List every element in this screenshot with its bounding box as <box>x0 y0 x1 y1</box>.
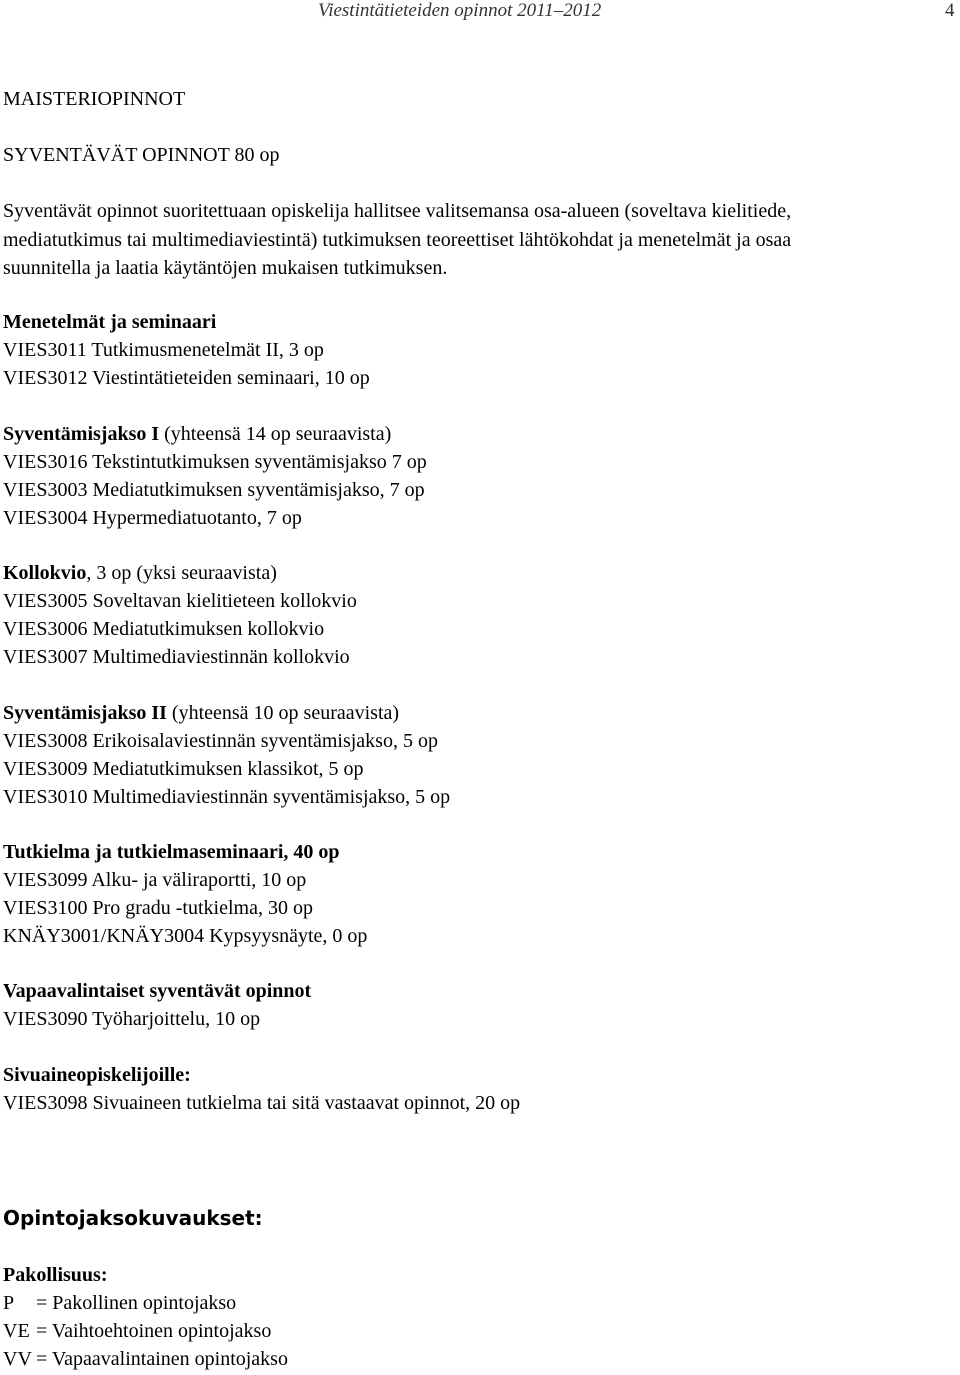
section-colloquium <box>3 559 958 671</box>
running-header <box>0 0 960 24</box>
course-item: VIES3090 Työharjoittelu, 10 op <box>3 1008 261 1030</box>
course-item: KNÄY3001/KNÄY3004 Kypsyysnäyte, 0 op <box>3 925 368 947</box>
requirement-legend <box>3 1261 958 1373</box>
legend-text: = Vaihtoehtoinen opintojakso <box>36 1320 272 1342</box>
intro-line: suunnitella ja laatia käytäntöjen mukaisen tutkimuksen. <box>3 257 448 279</box>
section-title: Syventämisjakso II <box>3 702 167 724</box>
section-thesis <box>3 838 958 950</box>
section-title: Kollokvio <box>3 562 87 584</box>
section-title: Tutkielma ja tutkielmaseminaari, 40 op <box>3 841 340 863</box>
section-title: Sivuaineopiskelijoille: <box>3 1064 191 1086</box>
legend-row <box>3 1345 958 1373</box>
section-optional <box>3 977 958 1033</box>
course-item: VIES3007 Multimediaviestinnän kollokvio <box>3 646 350 668</box>
section-title: Syventämisjakso I <box>3 423 160 445</box>
section-note: (yhteensä 14 op seuraavista) <box>159 423 392 445</box>
section-specialization-1 <box>3 420 958 532</box>
course-item: VIES3004 Hypermediatuotanto, 7 op <box>3 507 302 529</box>
legend-title: Pakollisuus: <box>3 1264 108 1286</box>
course-item: VIES3099 Alku- ja väliraportti, 10 op <box>3 869 307 891</box>
course-item: VIES3003 Mediatutkimuksen syventämisjakso, 7 op <box>3 479 425 501</box>
page-number: 4 <box>945 0 955 21</box>
course-item: VIES3100 Pro gradu -tutkielma, 30 op <box>3 897 313 919</box>
legend-text: = Vapaavalintainen opintojakso <box>36 1348 288 1370</box>
course-item: VIES3011 Tutkimusmenetelmät II, 3 op <box>3 339 324 361</box>
section-minor-students <box>3 1061 958 1117</box>
course-item: VIES3010 Multimediaviestinnän syventämisjakso, 5 op <box>3 786 451 808</box>
intro-line: mediatutkimus tai multimediaviestintä) tutkimuksen teoreettiset lähtökohdat ja menetelmät ja osaa <box>3 228 792 251</box>
legend-code: VV <box>3 1348 32 1370</box>
section-title: Menetelmät ja seminaari <box>3 311 217 333</box>
section-methods-seminar <box>3 308 958 392</box>
course-item: VIES3009 Mediatutkimuksen klassikot, 5 op <box>3 758 364 780</box>
legend-code: VE <box>3 1320 30 1342</box>
section-specialization-2 <box>3 699 958 811</box>
course-item: VIES3006 Mediatutkimuksen kollokvio <box>3 618 325 640</box>
legend-code: P <box>3 1292 15 1314</box>
legend-row <box>3 1317 958 1345</box>
course-item: VIES3016 Tekstintutkimuksen syventämisjakso 7 op <box>3 451 427 473</box>
intro-line: Syventävät opinnot suoritettuaan opiskelija hallitsee valitsemansa osa-alueen (soveltava kielitiede, <box>3 200 792 222</box>
heading-masters: MAISTERIOPINNOT <box>3 88 186 110</box>
intro-paragraph <box>3 197 958 283</box>
heading-advanced-studies: SYVENTÄVÄT OPINNOT 80 op <box>3 144 280 166</box>
section-title: Vapaavalintaiset syventävät opinnot <box>3 980 312 1002</box>
legend-text: = Pakollinen opintojakso <box>36 1292 237 1314</box>
course-item: VIES3012 Viestintätieteiden seminaari, 10 op <box>3 367 370 389</box>
course-descriptions-heading: Opintojaksokuvaukset: <box>3 1206 263 1230</box>
section-note: , 3 op (yksi seuraavista) <box>86 562 277 584</box>
course-item: VIES3008 Erikoisalaviestinnän syventämisjakso, 5 op <box>3 730 438 752</box>
course-item: VIES3098 Sivuaineen tutkielma tai sitä vastaavat opinnot, 20 op <box>3 1092 521 1114</box>
legend-row <box>3 1289 958 1317</box>
course-item: VIES3005 Soveltavan kielitieteen kollokvio <box>3 590 357 612</box>
running-title: Viestintätieteiden opinnot 2011–2012 <box>318 0 602 21</box>
section-note: (yhteensä 10 op seuraavista) <box>166 702 400 724</box>
